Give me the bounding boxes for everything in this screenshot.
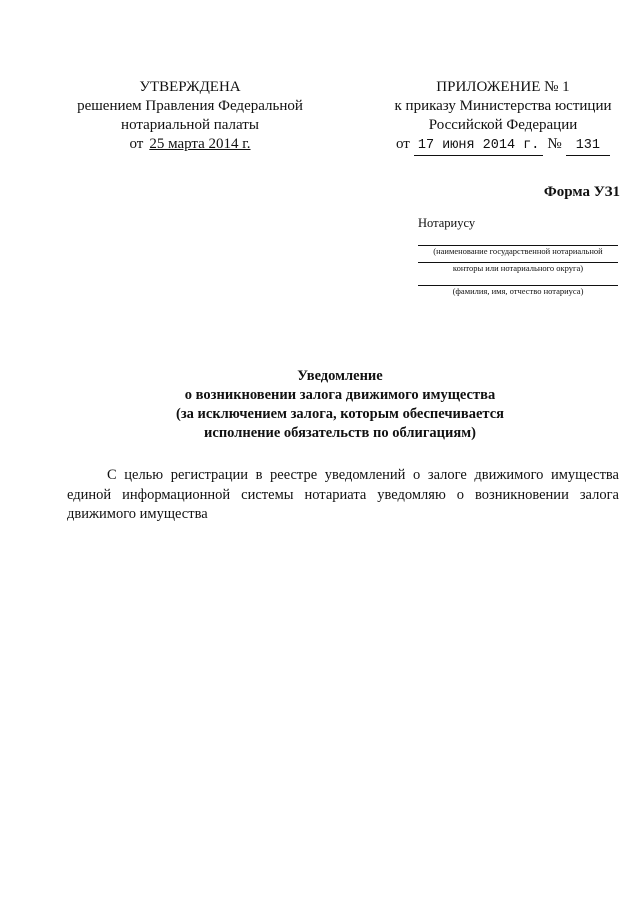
approval-date: 25 марта 2014 г. [149,136,251,152]
notary-office-hint-2: конторы или нотариального округа) [452,263,584,273]
approval-heading: УТВЕРЖДЕНА [139,79,241,95]
notary-office-hint-1: (наименование государственной нотариальной [433,246,603,256]
approval-date-line [70,135,310,154]
appendix-block [378,78,628,156]
notary-addressee [418,216,618,297]
title-line-4: исполнение обязательств по облигациям) [204,425,476,441]
document-title [120,367,560,443]
appendix-heading: ПРИЛОЖЕНИЕ № 1 [436,79,570,95]
appendix-order-line [378,135,628,156]
notary-label: Нотариусу [418,216,476,230]
title-line-3: (за исключением залога, которым обеспечивается [176,406,504,422]
body-paragraph: С целью регистрации в реестре уведомлений о залоге движимого имущества единой информационной системы нотариата уведомляю о возникновении залога движимого имущества [67,467,619,522]
approval-date-prefix: от [129,136,144,152]
approval-line-1: решением Правления Федеральной [77,98,303,114]
form-code: Форма УЗ1 [543,184,620,200]
appendix-line-2: Российской Федерации [428,117,578,133]
appendix-number: 131 [566,136,610,156]
appendix-date-prefix: от [395,136,410,152]
approval-block [70,78,310,154]
appendix-number-sign: № [547,136,562,152]
title-line-1: Уведомление [297,368,383,384]
approval-line-2: нотариальной палаты [121,117,259,133]
notary-name-hint: (фамилия, имя, отчество нотариуса) [452,286,584,296]
title-line-2: о возникновении залога движимого имущества [184,387,496,403]
appendix-line-1: к приказу Министерства юстиции [394,98,612,114]
appendix-date: 17 июня 2014 г. [414,136,544,156]
